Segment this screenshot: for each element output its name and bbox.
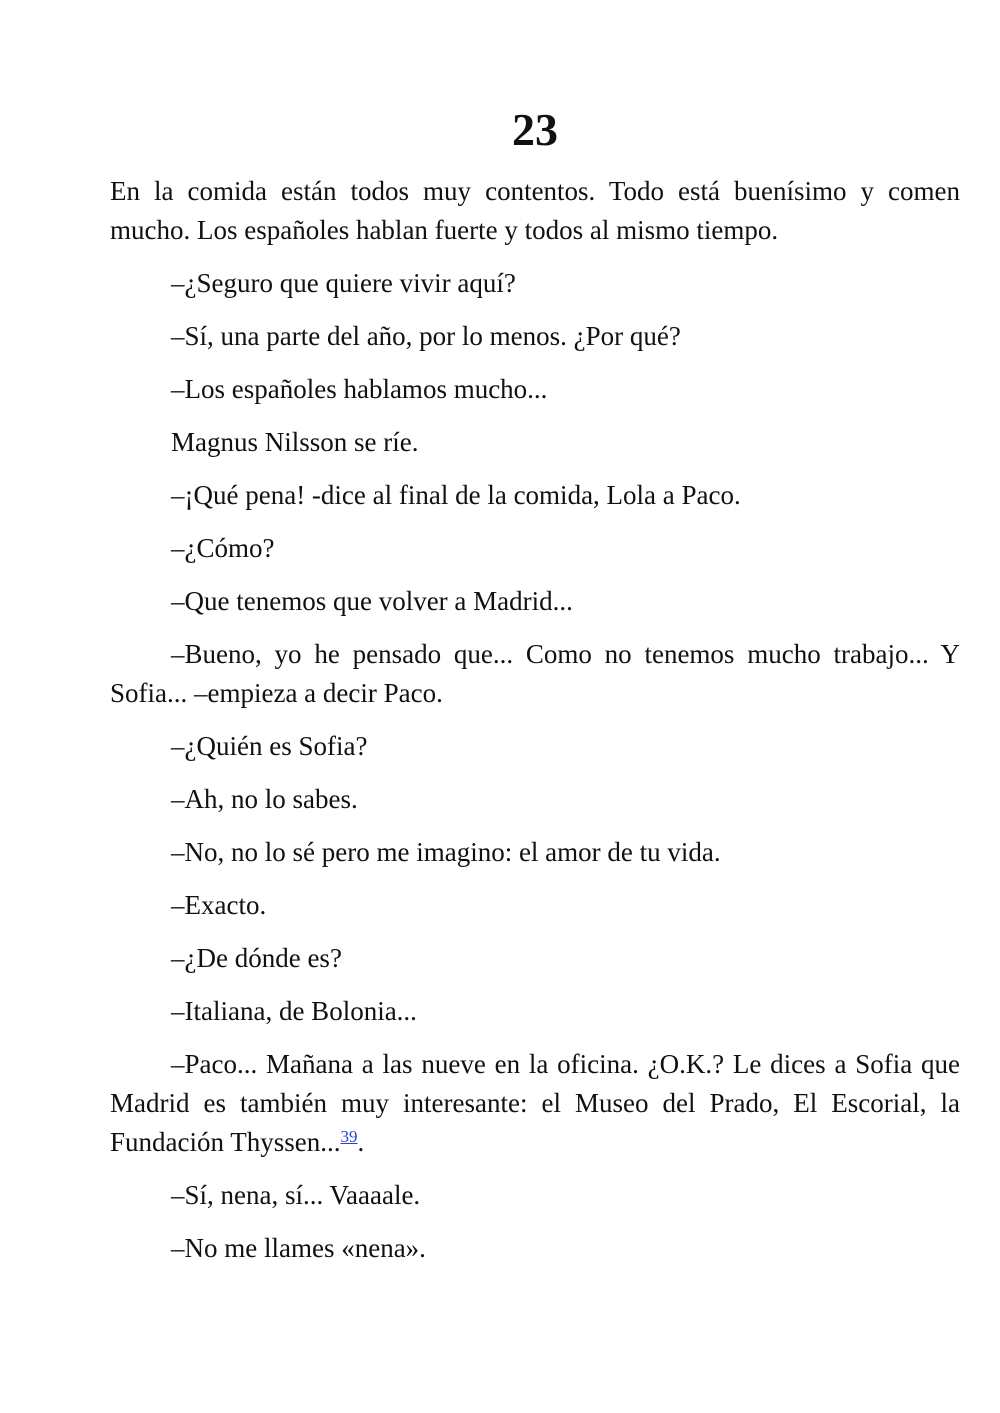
dialogue-line: –Sí, nena, sí... Vaaaale.	[171, 1180, 421, 1210]
dialogue-line: –No me llames «nena».	[171, 1233, 426, 1263]
dialogue-line: –Los españoles hablamos mucho...	[171, 374, 548, 404]
chapter-number: 23	[512, 104, 558, 155]
dialogue-line: –¿Cómo?	[171, 533, 275, 563]
dialogue-line: –¿De dónde es?	[171, 943, 342, 973]
dialogue-line: –Sí, una parte del año, por lo menos. ¿Por qué?	[171, 321, 681, 351]
dialogue-line: –No, no lo sé pero me imagino: el amor de tu vida.	[171, 837, 721, 867]
footnote-trailing-period: .	[357, 1127, 365, 1157]
dialogue-line: –Exacto.	[171, 890, 267, 920]
dialogue-line-with-footnote	[110, 1045, 960, 1162]
dialogue-line: –¿Quién es Sofia?	[171, 731, 368, 761]
dialogue-line: –Ah, no lo sabes.	[171, 784, 358, 814]
dialogue-line: –¿Seguro que quiere vivir aquí?	[171, 268, 516, 298]
footnote-link[interactable]: 39	[340, 1127, 358, 1146]
narration-line: Magnus Nilsson se ríe.	[171, 427, 419, 457]
dialogue-line: –Bueno, yo he pensado que... Como no tenemos mucho trabajo... Y Sofia... –empieza a decir Paco.	[110, 639, 960, 708]
chapter-body	[110, 172, 960, 1282]
dialogue-line: –Italiana, de Bolonia...	[171, 996, 417, 1026]
dialogue-text: –Paco... Mañana a las nueve en la oficina. ¿O.K.? Le dices a Sofia que Madrid es también muy interesante: el Museo del Prado, El Escorial, la Fundación Thyssen...	[110, 1049, 960, 1157]
dialogue-line: –Que tenemos que volver a Madrid...	[171, 586, 573, 616]
dialogue-line: –¡Qué pena! -dice al final de la comida, Lola a Paco.	[171, 480, 741, 510]
paragraph-intro: En la comida están todos muy contentos. Todo está buenísimo y comen mucho. Los españoles hablan fuerte y todos al mismo tiempo.	[110, 176, 960, 245]
